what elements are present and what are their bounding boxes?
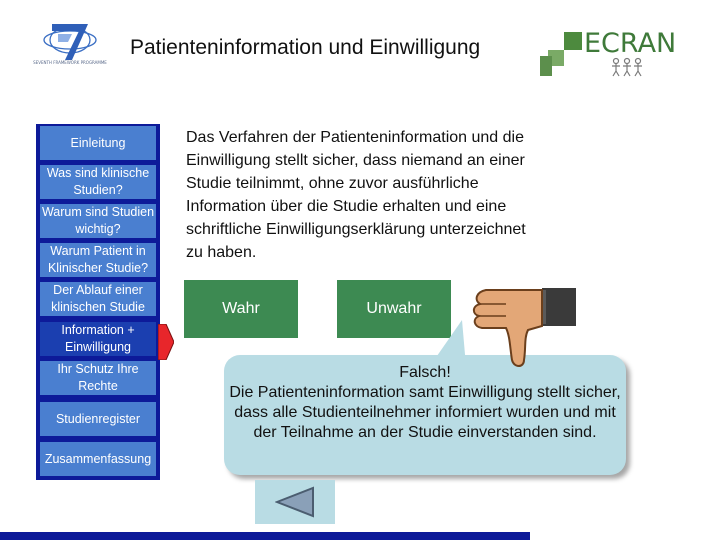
logo-square [540, 56, 552, 76]
nav-item-label: Ihr Schutz Ihre Rechte [57, 362, 139, 393]
nav-item-warum-patient[interactable] [40, 243, 156, 277]
feedback-text-block [224, 363, 626, 443]
logo-square [564, 32, 582, 50]
nav-item-label: Information + Einwilligung [61, 323, 135, 354]
nav-item-studienregister[interactable] [40, 402, 156, 436]
back-button[interactable] [255, 480, 335, 524]
nav-item-warum-sind-studien-wichtig[interactable] [40, 204, 156, 238]
feedback-text: Die Patienteninformation samt Einwilligung stellt sicher, dass alle Studienteilnehmer informiert wurden und mit der Teilnahme an der Studie einverstanden sind. [229, 384, 621, 441]
page-title: Patienteninformation und Einwilligung [130, 36, 481, 59]
fp7-logo-caption: SEVENTH FRAMEWORK PROGRAMME [33, 60, 107, 65]
nav-item-information-einwilligung[interactable] [40, 322, 156, 356]
back-arrow-icon [275, 486, 315, 518]
quiz-question: Das Verfahren der Patienteninformation und die Einwilligung stellt sicher, dass niemand an einer Studie teilnimmt, ohne zuvor ausführliche Information über die Studie erhalten und eine schriftliche Einwilligungserklärung unterzeichnet zu haben. [186, 129, 526, 261]
false-button[interactable]: Unwahr [337, 280, 451, 338]
nav-item-zusammenfassung[interactable] [40, 442, 156, 476]
true-button[interactable]: Wahr [184, 280, 298, 338]
nav-item-was-sind-klinische-studien[interactable] [40, 165, 156, 199]
ecran-logo [540, 30, 680, 82]
nav-item-label: Warum sind Studien wichtig? [41, 205, 155, 236]
footer-bar [0, 532, 530, 540]
nav-item-label: Einleitung [70, 135, 126, 150]
nav-item-label: Was sind klinische Studien? [46, 166, 150, 197]
nav-item-ablauf[interactable] [40, 282, 156, 316]
people-icon [610, 57, 644, 77]
nav-item-label: Der Ablauf einer klinischen Studie [51, 283, 145, 314]
nav-item-label: Warum Patient in Klinischer Studie? [47, 244, 149, 275]
active-item-pointer-icon [158, 324, 174, 360]
nav-item-schutz-rechte[interactable] [40, 361, 156, 395]
nav-item-einleitung[interactable] [40, 126, 156, 160]
sidebar-nav [36, 124, 160, 480]
nav-item-label: Zusammenfassung [44, 451, 152, 466]
feedback-title: Falsch! [399, 364, 451, 381]
ecran-logo-text: ECRAN [584, 28, 677, 59]
nav-item-label: Studienregister [55, 411, 141, 426]
thumbs-down-icon [466, 276, 580, 372]
